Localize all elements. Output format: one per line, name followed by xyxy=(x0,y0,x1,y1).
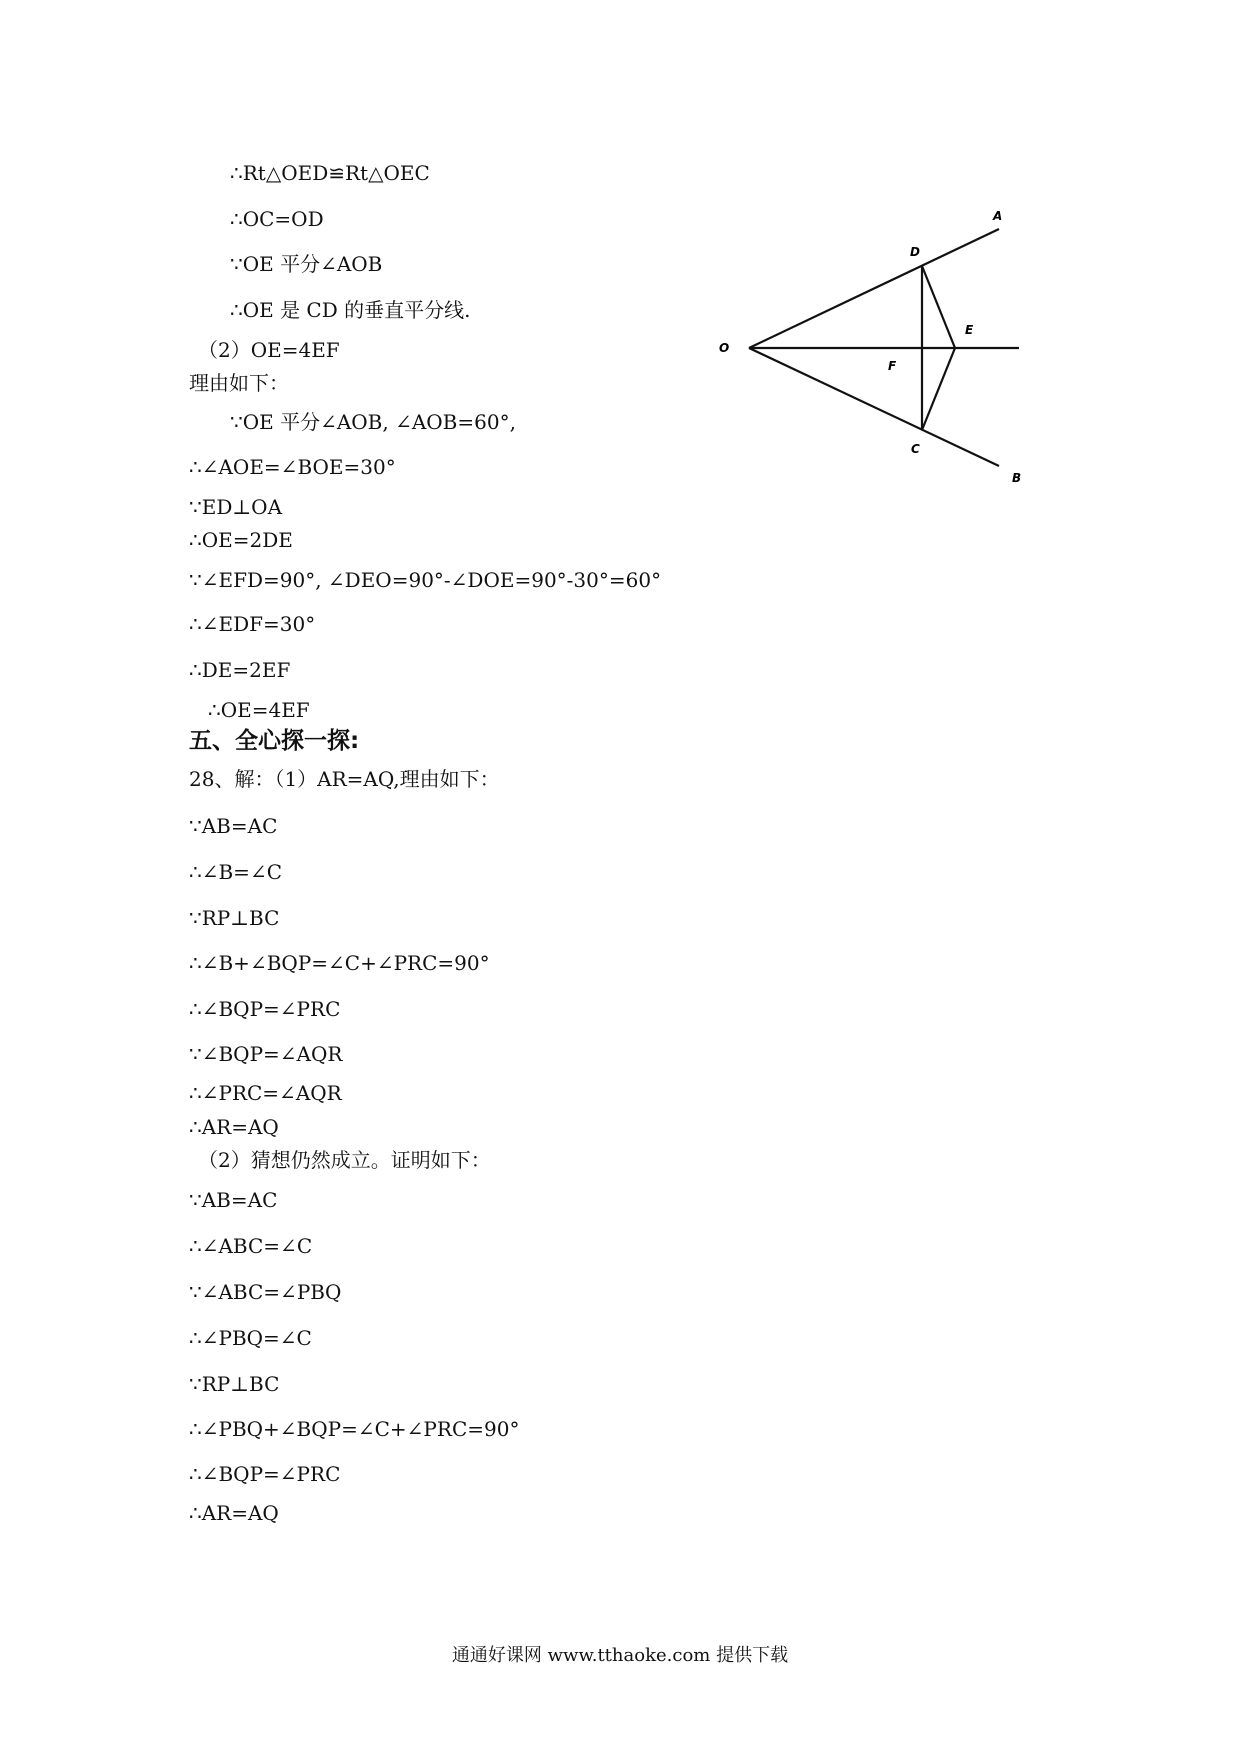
proof-line: ∵RP⊥BC xyxy=(189,906,280,930)
proof-line: ∵∠ABC=∠PBQ xyxy=(189,1280,342,1304)
ray-ob xyxy=(749,348,999,466)
proof-line: ∵ED⊥OA xyxy=(189,495,283,519)
proof-line: ∴DE=2EF xyxy=(189,658,291,682)
proof-line: ∵OE 平分∠AOB xyxy=(230,252,383,276)
proof-line: ∴OE 是 CD 的垂直平分线. xyxy=(230,298,471,322)
proof-line: ∴OE=2DE xyxy=(189,528,293,552)
page-footer: 通通好课网 www.tthaoke.com 提供下载 xyxy=(451,1645,789,1666)
point-label-c: C xyxy=(911,442,920,456)
proof-line: ∵OE 平分∠AOB, ∠AOB=60°, xyxy=(230,410,516,434)
proof-line: 理由如下： xyxy=(189,371,289,395)
point-label-a: A xyxy=(993,209,1003,223)
proof-line: ∴∠PBQ+∠BQP=∠C+∠PRC=90° xyxy=(189,1417,520,1441)
section-heading: 五、全心探一探: xyxy=(189,728,360,754)
ray-oa xyxy=(749,229,999,348)
proof-line: ∴∠PBQ=∠C xyxy=(189,1326,312,1350)
proof-line: ∵RP⊥BC xyxy=(189,1372,280,1396)
segment-ec xyxy=(922,348,955,430)
proof-line: ∴OC=OD xyxy=(230,207,324,231)
proof-line: ∴OE=4EF xyxy=(208,698,310,722)
proof-line: ∵∠BQP=∠AQR xyxy=(189,1042,343,1066)
proof-line: ∴AR=AQ xyxy=(189,1115,279,1139)
proof-line: ∵∠EFD=90°, ∠DEO=90°-∠DOE=90°-30°=60° xyxy=(189,568,662,592)
proof-line: ∴∠BQP=∠PRC xyxy=(189,1462,341,1486)
proof-line: ∴∠ABC=∠C xyxy=(189,1234,313,1258)
point-label-o: O xyxy=(719,341,730,355)
segment-de xyxy=(922,266,955,348)
proof-line: ∴∠AOE=∠BOE=30° xyxy=(189,455,396,479)
proof-line: ∴AR=AQ xyxy=(189,1501,279,1525)
proof-line: ∴Rt△OED≌Rt△OEC xyxy=(230,161,430,185)
point-label-b: B xyxy=(1012,471,1022,485)
geometry-figure xyxy=(710,200,1040,490)
proof-line: ∵AB=AC xyxy=(189,814,278,838)
proof-line: 28、解：（1）AR=AQ,理由如下： xyxy=(189,767,500,791)
point-label-d: D xyxy=(910,245,920,259)
proof-line: ∴∠B+∠BQP=∠C+∠PRC=90° xyxy=(189,951,490,975)
point-label-e: E xyxy=(965,323,974,337)
proof-line: ∴∠EDF=30° xyxy=(189,612,316,636)
proof-line: ∴∠B=∠C xyxy=(189,860,282,884)
proof-line: ∴∠BQP=∠PRC xyxy=(189,997,341,1021)
proof-line: ∴∠PRC=∠AQR xyxy=(189,1081,342,1105)
geometry-figure-svg xyxy=(710,200,1040,490)
proof-line: （2）OE=4EF xyxy=(198,338,340,362)
point-label-f: F xyxy=(888,359,897,373)
proof-line: ∵AB=AC xyxy=(189,1188,278,1212)
proof-line: （2）猜想仍然成立。证明如下： xyxy=(198,1148,491,1172)
